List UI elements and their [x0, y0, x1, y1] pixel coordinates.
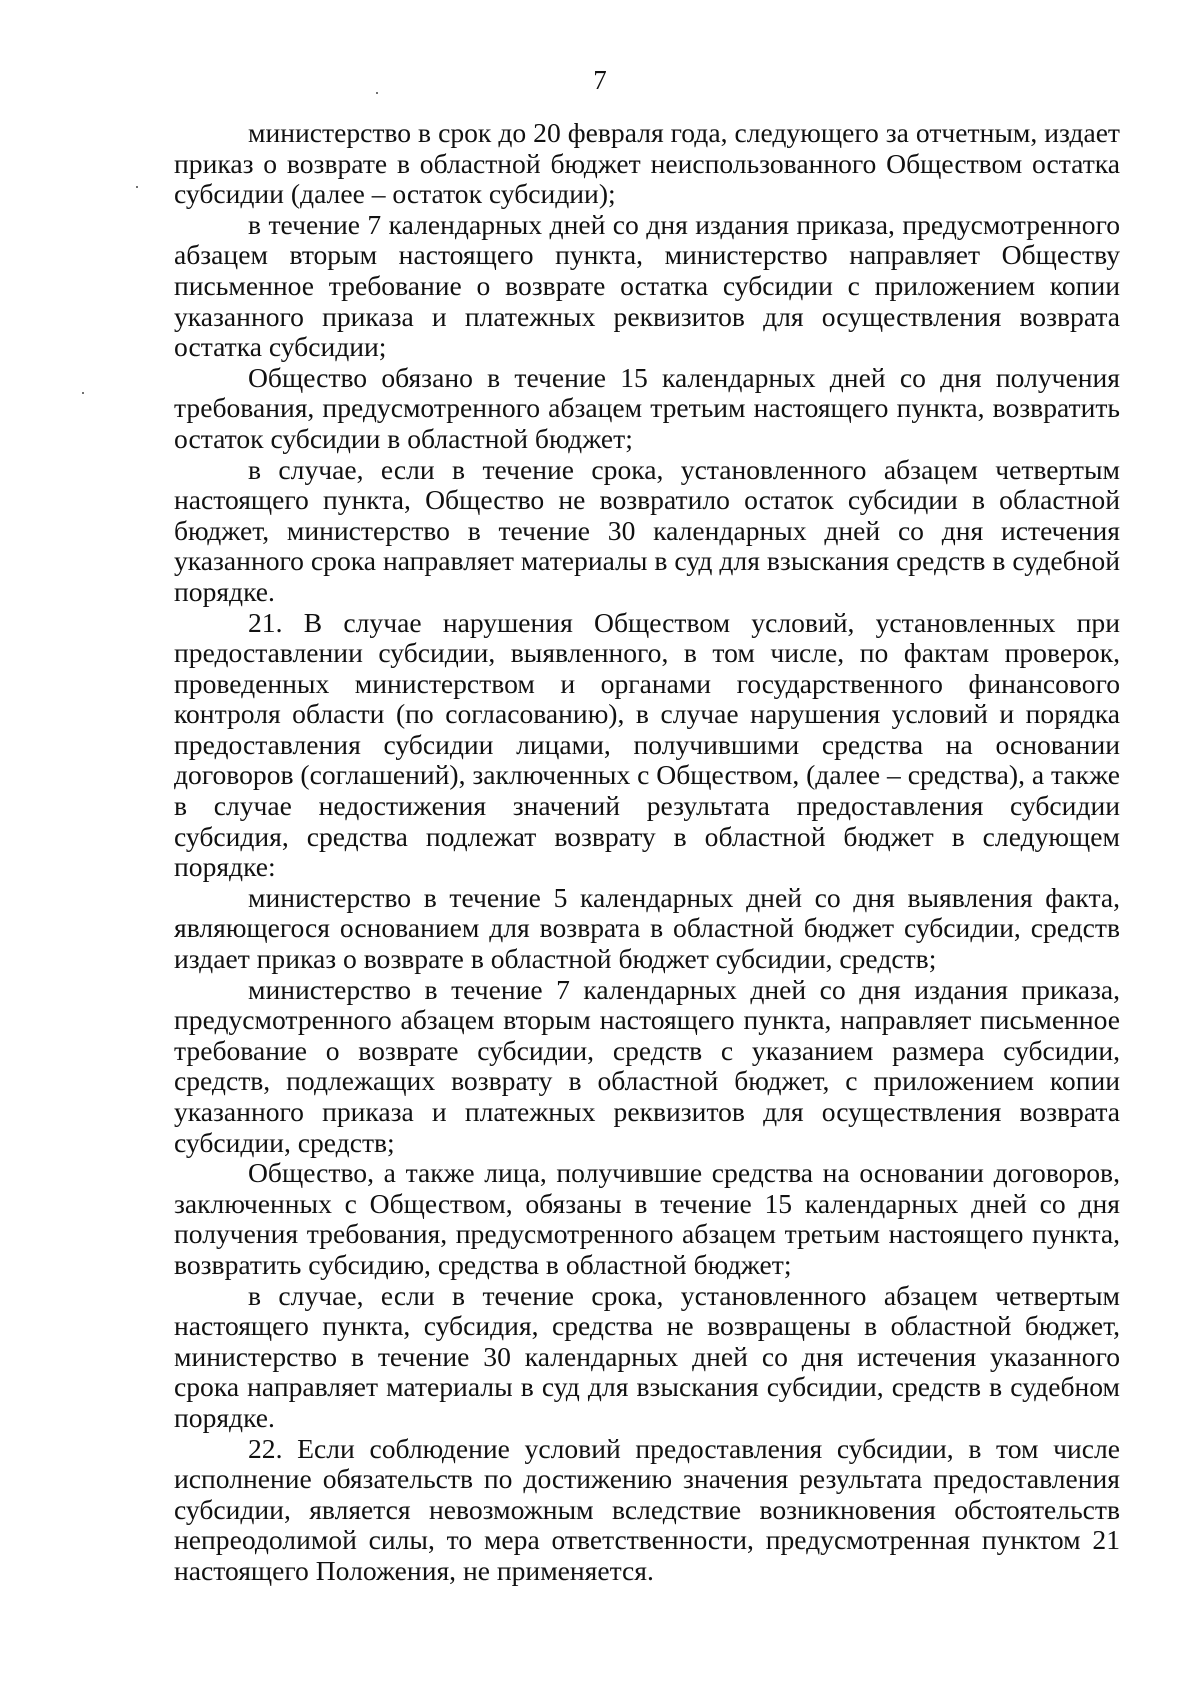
paragraph: 22. Если соблюдение условий предоставления субсидии, в том числе исполнение обязательств по достижению значения результата предоставления субсидии, является невозможным вследствие возникновения обстоятельств непреодолимой силы, то мера ответственности, предусмотренная пунктом 21 настоящего Положения, не применяется. — [174, 1432, 1120, 1586]
paragraph: 21. В случае нарушения Обществом условий, установленных при предоставлении субсидии, выявленного, в том числе, по фактам проверок, проведенных министерством и органами государственного финансового контроля области (по согласованию), в случае нарушения условий и порядка предоставления субсидии лицами, получившими средства на основании договоров (соглашений), заключенных с Обществом, (далее – средства), а также в случае недостижения значений результата предоставления субсидии субсидия, средства подлежат возврату в областной бюджет в следующем порядке: — [174, 606, 1121, 883]
scan-speck — [376, 92, 378, 94]
paragraph: Общество обязано в течение 15 календарных дней со дня получения требования, предусмотренного абзацем третьим настоящего пункта, возвратить остаток субсидии в областной бюджет; — [174, 361, 1120, 454]
paragraph: министерство в срок до 20 февраля года, следующего за отчетным, издает приказ о возврате в областной бюджет неиспользованного Обществом остатка субсидии (далее – остаток субсидии); — [174, 117, 1120, 210]
document-body — [174, 118, 1120, 1587]
paragraph: Общество, а также лица, получившие средства на основании договоров, заключенных с Обществом, обязаны в течение 15 календарных дней со дня получения требования, предусмотренного абзацем третьим настоящего пункта, возвратить субсидию, средства в областной бюджет; — [174, 1157, 1120, 1280]
paragraph: в случае, если в течение срока, установленного абзацем четвертым настоящего пункта, субсидия, средства не возвращены в областной бюджет, министерство в течение 30 календарных дней со дня истечения указанного срока направляет материалы в суд для взыскания субсидии, средств в судебном порядке. — [174, 1279, 1120, 1433]
scan-speck — [82, 392, 84, 394]
paragraph: в случае, если в течение срока, установленного абзацем четвертым настоящего пункта, Общество не возвратило остаток субсидии в областной бюджет, министерство в течение 30 календарных дней со дня истечения указанного срока направляет материалы в суд для взыскания средств в судебной порядке. — [174, 453, 1120, 607]
paragraph: министерство в течение 7 календарных дней со дня издания приказа, предусмотренного абзацем вторым настоящего пункта, направляет письменное требование о возврате субсидии, средств с указанием размера субсидии, средств, подлежащих возврату в областной бюджет, с приложением копии указанного приказа и платежных реквизитов для осуществления возврата субсидии, средств; — [174, 973, 1120, 1158]
page-number: 7 — [593, 65, 607, 95]
scan-speck — [136, 186, 138, 188]
paragraph: в течение 7 календарных дней со дня издания приказа, предусмотренного абзацем вторым настоящего пункта, министерство направляет Обществу письменное требование о возврате остатка субсидии с приложением копии указанного приказа и платежных реквизитов для осуществления возврата остатка субсидии; — [174, 208, 1120, 363]
paragraph: министерство в течение 5 календарных дней со дня выявления факта, являющегося основанием для возврата в областной бюджет субсидии, средств издает приказ о возврате в областной бюджет субсидии, средств; — [174, 881, 1120, 975]
